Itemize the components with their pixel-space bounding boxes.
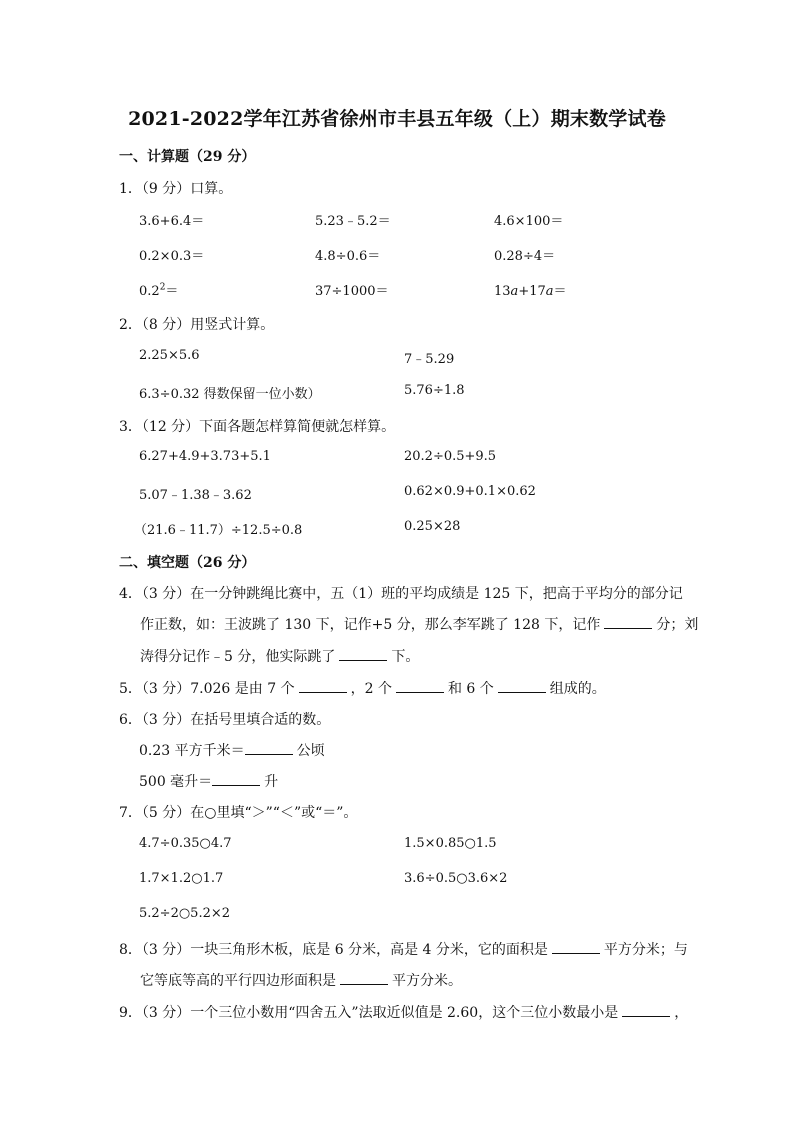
q4-text: 下。: [391, 649, 420, 665]
q1-item: 4.6×100＝: [494, 214, 564, 229]
q6-text: 500 毫升＝: [139, 774, 213, 790]
q3-item: 0.25×28: [404, 519, 461, 534]
answer-blank[interactable]: [339, 647, 387, 661]
q1-item: 0.2×0.3＝: [139, 249, 205, 264]
q8-text: 它等底等高的平行四边形面积是: [140, 973, 336, 989]
question-4-line-2: [140, 614, 698, 634]
q6-item: [139, 771, 278, 791]
question-4-line-1: 4．（3 分）在一分钟跳绳比赛中，五（1）班的平均成绩是 125 下，把高于平均分的部分记: [119, 586, 683, 602]
answer-blank[interactable]: [396, 679, 444, 693]
question-2-heading: 2．（8 分）用竖式计算。: [119, 317, 275, 333]
q1-item: 4.8÷0.6＝: [315, 249, 381, 264]
q2-item: 7﹣5.29: [404, 352, 455, 367]
q3-item: （21.6﹣11.7）÷12.5÷0.8: [134, 523, 303, 538]
question-8-line-1: [119, 939, 688, 959]
q1-algebra-part: 13: [494, 284, 511, 299]
q3-item: 20.2÷0.5+9.5: [404, 449, 497, 464]
q7-item: 3.6÷0.5○3.6×2: [404, 871, 508, 886]
q9-text: 9．（3 分）一个三位小数用“四舍五入”法取近似值是 2.60，这个三位小数最小是: [119, 1005, 619, 1021]
question-3-heading: 3．（12 分）下面各题怎样算简便就怎样算。: [119, 419, 396, 435]
answer-blank[interactable]: [604, 615, 652, 629]
question-8-line-2: [140, 970, 462, 990]
q1-item-power: [139, 280, 178, 299]
q1-algebra-part: +17: [518, 284, 546, 299]
answer-blank[interactable]: [299, 679, 347, 693]
question-6-heading: 6．（3 分）在括号里填合适的数。: [119, 712, 331, 728]
q6-item: [139, 740, 325, 760]
answer-blank[interactable]: [622, 1003, 670, 1017]
question-9: [119, 1002, 688, 1022]
q1-item: 3.6+6.4＝: [139, 214, 205, 229]
q1-item-algebra: [494, 280, 567, 299]
q5-text: ，2 个: [350, 681, 392, 697]
section-heading-calculation: 一、计算题（29 分）: [119, 149, 256, 165]
q2-item: 6.3÷0.32 得数保留一位小数）: [139, 387, 321, 402]
q5-text: 和 6 个: [447, 681, 494, 697]
q6-text: 升: [264, 774, 279, 790]
q2-item: 5.76÷1.8: [404, 383, 465, 398]
answer-blank[interactable]: [245, 741, 293, 755]
q3-item: 6.27+4.9+3.73+5.1: [139, 449, 271, 464]
q8-text: 平方分米。: [392, 973, 462, 989]
q6-text: 公顷: [296, 743, 325, 759]
q7-item: 1.7×1.2○1.7: [139, 871, 224, 886]
q2-item: 2.25×5.6: [139, 348, 200, 363]
q5-text: 组成的。: [549, 681, 606, 697]
q4-text: 分；刘: [656, 617, 699, 633]
q8-text: 8．（3 分）一块三角形木板，底是 6 分米，高是 4 分米，它的面积是: [119, 942, 548, 958]
section-heading-fill-in: 二、填空题（26 分）: [119, 555, 256, 571]
q3-item: 5.07﹣1.38﹣3.62: [139, 488, 252, 503]
q1-power-equals: ＝: [165, 284, 179, 299]
q1-algebra-variable: a: [510, 284, 519, 299]
q7-item: 1.5×0.85○1.5: [404, 836, 497, 851]
q4-text: 涛得分记作﹣5 分，他实际跳了: [140, 649, 336, 665]
q7-item: 5.2÷2○5.2×2: [139, 906, 231, 921]
answer-blank[interactable]: [498, 679, 546, 693]
q3-item: 0.62×0.9+0.1×0.62: [404, 484, 536, 499]
q1-item: 37÷1000＝: [315, 284, 389, 299]
question-7-heading: 7．（5 分）在○里填“＞”“＜”或“＝”。: [119, 805, 358, 821]
q5-text: 5．（3 分）7.026 是由 7 个: [119, 681, 295, 697]
answer-blank[interactable]: [212, 772, 260, 786]
answer-blank[interactable]: [552, 940, 600, 954]
q7-item: 4.7÷0.35○4.7: [139, 836, 232, 851]
answer-blank[interactable]: [340, 971, 388, 985]
page-title: 2021-2022学年江苏省徐州市丰县五年级（上）期末数学试卷: [128, 108, 666, 130]
q4-text: 作正数，如：王波跳了 130 下，记作+5 分，那么李军跳了 128 下，记作: [140, 617, 601, 633]
question-5: [119, 678, 606, 698]
q1-item: 5.23﹣5.2＝: [315, 214, 391, 229]
question-1-heading: 1．（9 分）口算。: [119, 181, 233, 197]
q1-algebra-variable: a: [545, 284, 554, 299]
q1-item: 0.28÷4＝: [494, 249, 556, 264]
q9-text: ，: [674, 1005, 689, 1021]
q8-text: 平方分米；与: [603, 942, 688, 958]
question-4-line-3: [140, 646, 419, 666]
q1-algebra-part: ＝: [553, 284, 567, 299]
q1-power-exponent: 2: [159, 282, 166, 293]
q1-power-base: 0.2: [139, 284, 160, 299]
q6-text: 0.23 平方千米＝: [139, 743, 245, 759]
